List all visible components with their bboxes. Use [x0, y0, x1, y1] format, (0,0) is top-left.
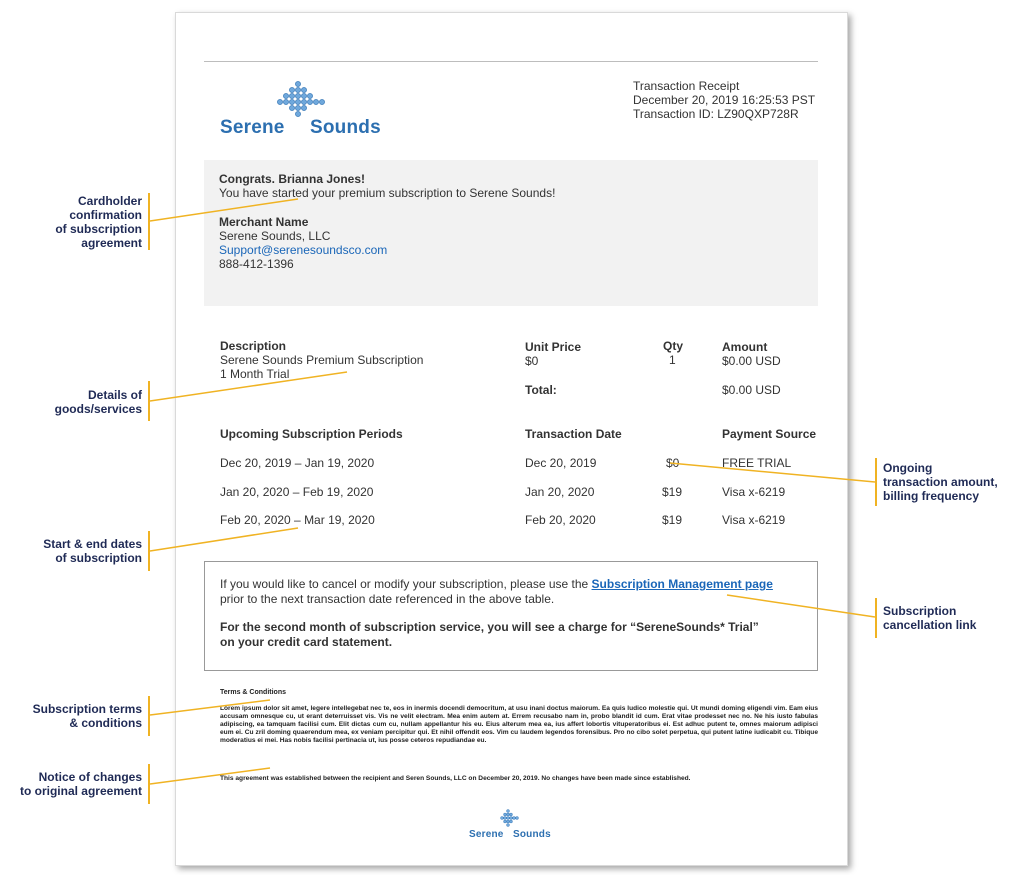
merchant-phone: 888-412-1396	[219, 257, 294, 271]
merchant-label: Merchant Name	[219, 215, 309, 229]
receipt-title: Transaction Receipt	[633, 79, 740, 93]
annotation-bracket	[148, 531, 150, 571]
annotation-line: of subscription	[55, 222, 142, 236]
period-amount-2: $19	[662, 485, 683, 499]
annotation-bracket	[875, 458, 877, 506]
annotation-line: & conditions	[69, 716, 142, 730]
logo-word-sounds: Sounds	[310, 117, 381, 138]
annotation-bracket	[875, 598, 877, 638]
col-header-qty: Qty	[663, 339, 684, 353]
annotation-line: goods/services	[54, 402, 142, 416]
item-qty: 1	[669, 353, 676, 367]
merchant-email-link[interactable]: Support@serenesoundsco.com	[219, 243, 388, 257]
charge-notice: For the second month of subscription service, you will see a charge for “SereneSounds* Trial”	[220, 620, 759, 634]
annotation-line: Subscription	[883, 604, 957, 618]
logo-word-serene: Serene	[220, 117, 285, 138]
item-description-trial: 1 Month Trial	[220, 367, 290, 381]
annotation-line: Details of	[87, 388, 142, 402]
transaction-id: Transaction ID: LZ90QXP728R	[633, 107, 799, 121]
period-source-3: Visa x-6219	[722, 513, 786, 527]
terms-body: Lorem ipsum dolor sit amet, legere intellegebat nec te, eos in inermis docendi democritum, at usu inani doctus maiorum. Ea quis ludico molestie qui. Ut mundi doming eligendi vim. Eam eius accusam omnesque cu, ut erant deterruisset vis. Vis ne velit electram. Mea enim autem at. Errem recusabo nam in, probo blandit id cum. Erat vitae prodesset nec no. Ne his iusto fabulas adipiscing, ea tamquam facilisi cum. Elit dictas cum cu, nullam appellantur his eu. Eius alterum mea ea, ius affert lobortis vituperatoribus ei. Est adhuc putent te, omnes maiorum adipisci eum ei. Cu zril doming quaerendum mea, ex veniam percipitur qui. Et nihil offendit eos. Vim cu laudem legendos forensibus. Pro no cibo solet perpetua, qui putent latine iudicabit cu. Tibique moderatius ei mei. Has nobis facilisi pertinacia ut, ius posse ceteros repudiandae eu.	[220, 705, 818, 745]
annotation-terms	[20, 702, 142, 730]
annotation-line: to original agreement	[19, 784, 142, 798]
period-source-2: Visa x-6219	[722, 485, 786, 499]
congrats-text: Congrats. Brianna Jones!	[219, 172, 366, 186]
annotation-line: Start & end dates	[43, 537, 142, 551]
terms-heading: Terms & Conditions	[220, 689, 286, 696]
cancel-text-2: prior to the next transaction date referenced in the above table.	[220, 592, 555, 606]
annotation-line: transaction amount,	[883, 475, 998, 489]
confirmation-message: You have started your premium subscription to Serene Sounds!	[219, 186, 556, 200]
item-amount: $0.00 USD	[722, 354, 781, 368]
receipt-datetime: December 20, 2019 16:25:53 PST	[633, 93, 816, 107]
agreement-notice: This agreement was established between the recipient and Seren Sounds, LLC on December 20, 2019. No changes have been made since established.	[220, 775, 691, 782]
period-row-2: Jan 20, 2020 – Feb 19, 2020	[220, 485, 374, 499]
footer-logo-word-sounds: Sounds	[513, 829, 551, 840]
col-header-description: Description	[220, 339, 287, 353]
period-date-2: Jan 20, 2020	[525, 485, 595, 499]
col-header-payment-source: Payment Source	[722, 427, 817, 441]
annotation-line: billing frequency	[883, 489, 980, 503]
period-row-1: Dec 20, 2019 – Jan 19, 2020	[220, 456, 375, 470]
col-header-amount: Amount	[722, 340, 768, 354]
annotation-notice-of-changes	[0, 770, 142, 798]
period-source-1: FREE TRIAL	[722, 456, 792, 470]
annotation-cardholder-confirmation	[20, 194, 142, 250]
annotation-line: Notice of changes	[38, 770, 142, 784]
annotation-details	[20, 388, 142, 416]
total-label: Total:	[525, 383, 557, 397]
period-row-3: Feb 20, 2020 – Mar 19, 2020	[220, 513, 375, 527]
period-date-1: Dec 20, 2019	[525, 456, 597, 470]
period-amount-1: $0	[666, 456, 680, 470]
cancel-text: If you would like to cancel or modify your subscription, please use the	[220, 577, 589, 591]
charge-notice-2: on your credit card statement.	[220, 635, 393, 649]
annotation-cancellation-link	[883, 604, 1018, 632]
subscription-management-link[interactable]: Subscription Management page	[591, 577, 773, 591]
col-header-unit-price: Unit Price	[525, 340, 582, 354]
annotation-ongoing-amount	[883, 461, 1018, 503]
annotation-bracket	[148, 764, 150, 804]
annotation-line: agreement	[81, 236, 142, 250]
col-header-periods: Upcoming Subscription Periods	[220, 427, 403, 441]
item-unit-price: $0	[525, 354, 539, 368]
annotation-bracket	[148, 696, 150, 736]
col-header-transaction-date: Transaction Date	[525, 427, 622, 441]
footer-logo-word-serene: Serene	[469, 829, 504, 840]
period-date-3: Feb 20, 2020	[525, 513, 596, 527]
annotation-line: confirmation	[69, 208, 142, 222]
annotation-bracket	[148, 193, 150, 250]
annotation-bracket	[148, 381, 150, 421]
annotation-line: cancellation link	[883, 618, 977, 632]
annotation-line: Ongoing	[883, 461, 933, 475]
total-amount: $0.00 USD	[722, 383, 781, 397]
annotation-line: Subscription terms	[32, 702, 142, 716]
annotation-line: of subscription	[55, 551, 142, 565]
annotation-start-end-dates	[20, 537, 142, 565]
period-amount-3: $19	[662, 513, 683, 527]
annotation-line: Cardholder	[77, 194, 142, 208]
merchant-name: Serene Sounds, LLC	[219, 229, 331, 243]
item-description: Serene Sounds Premium Subscription	[220, 353, 424, 367]
